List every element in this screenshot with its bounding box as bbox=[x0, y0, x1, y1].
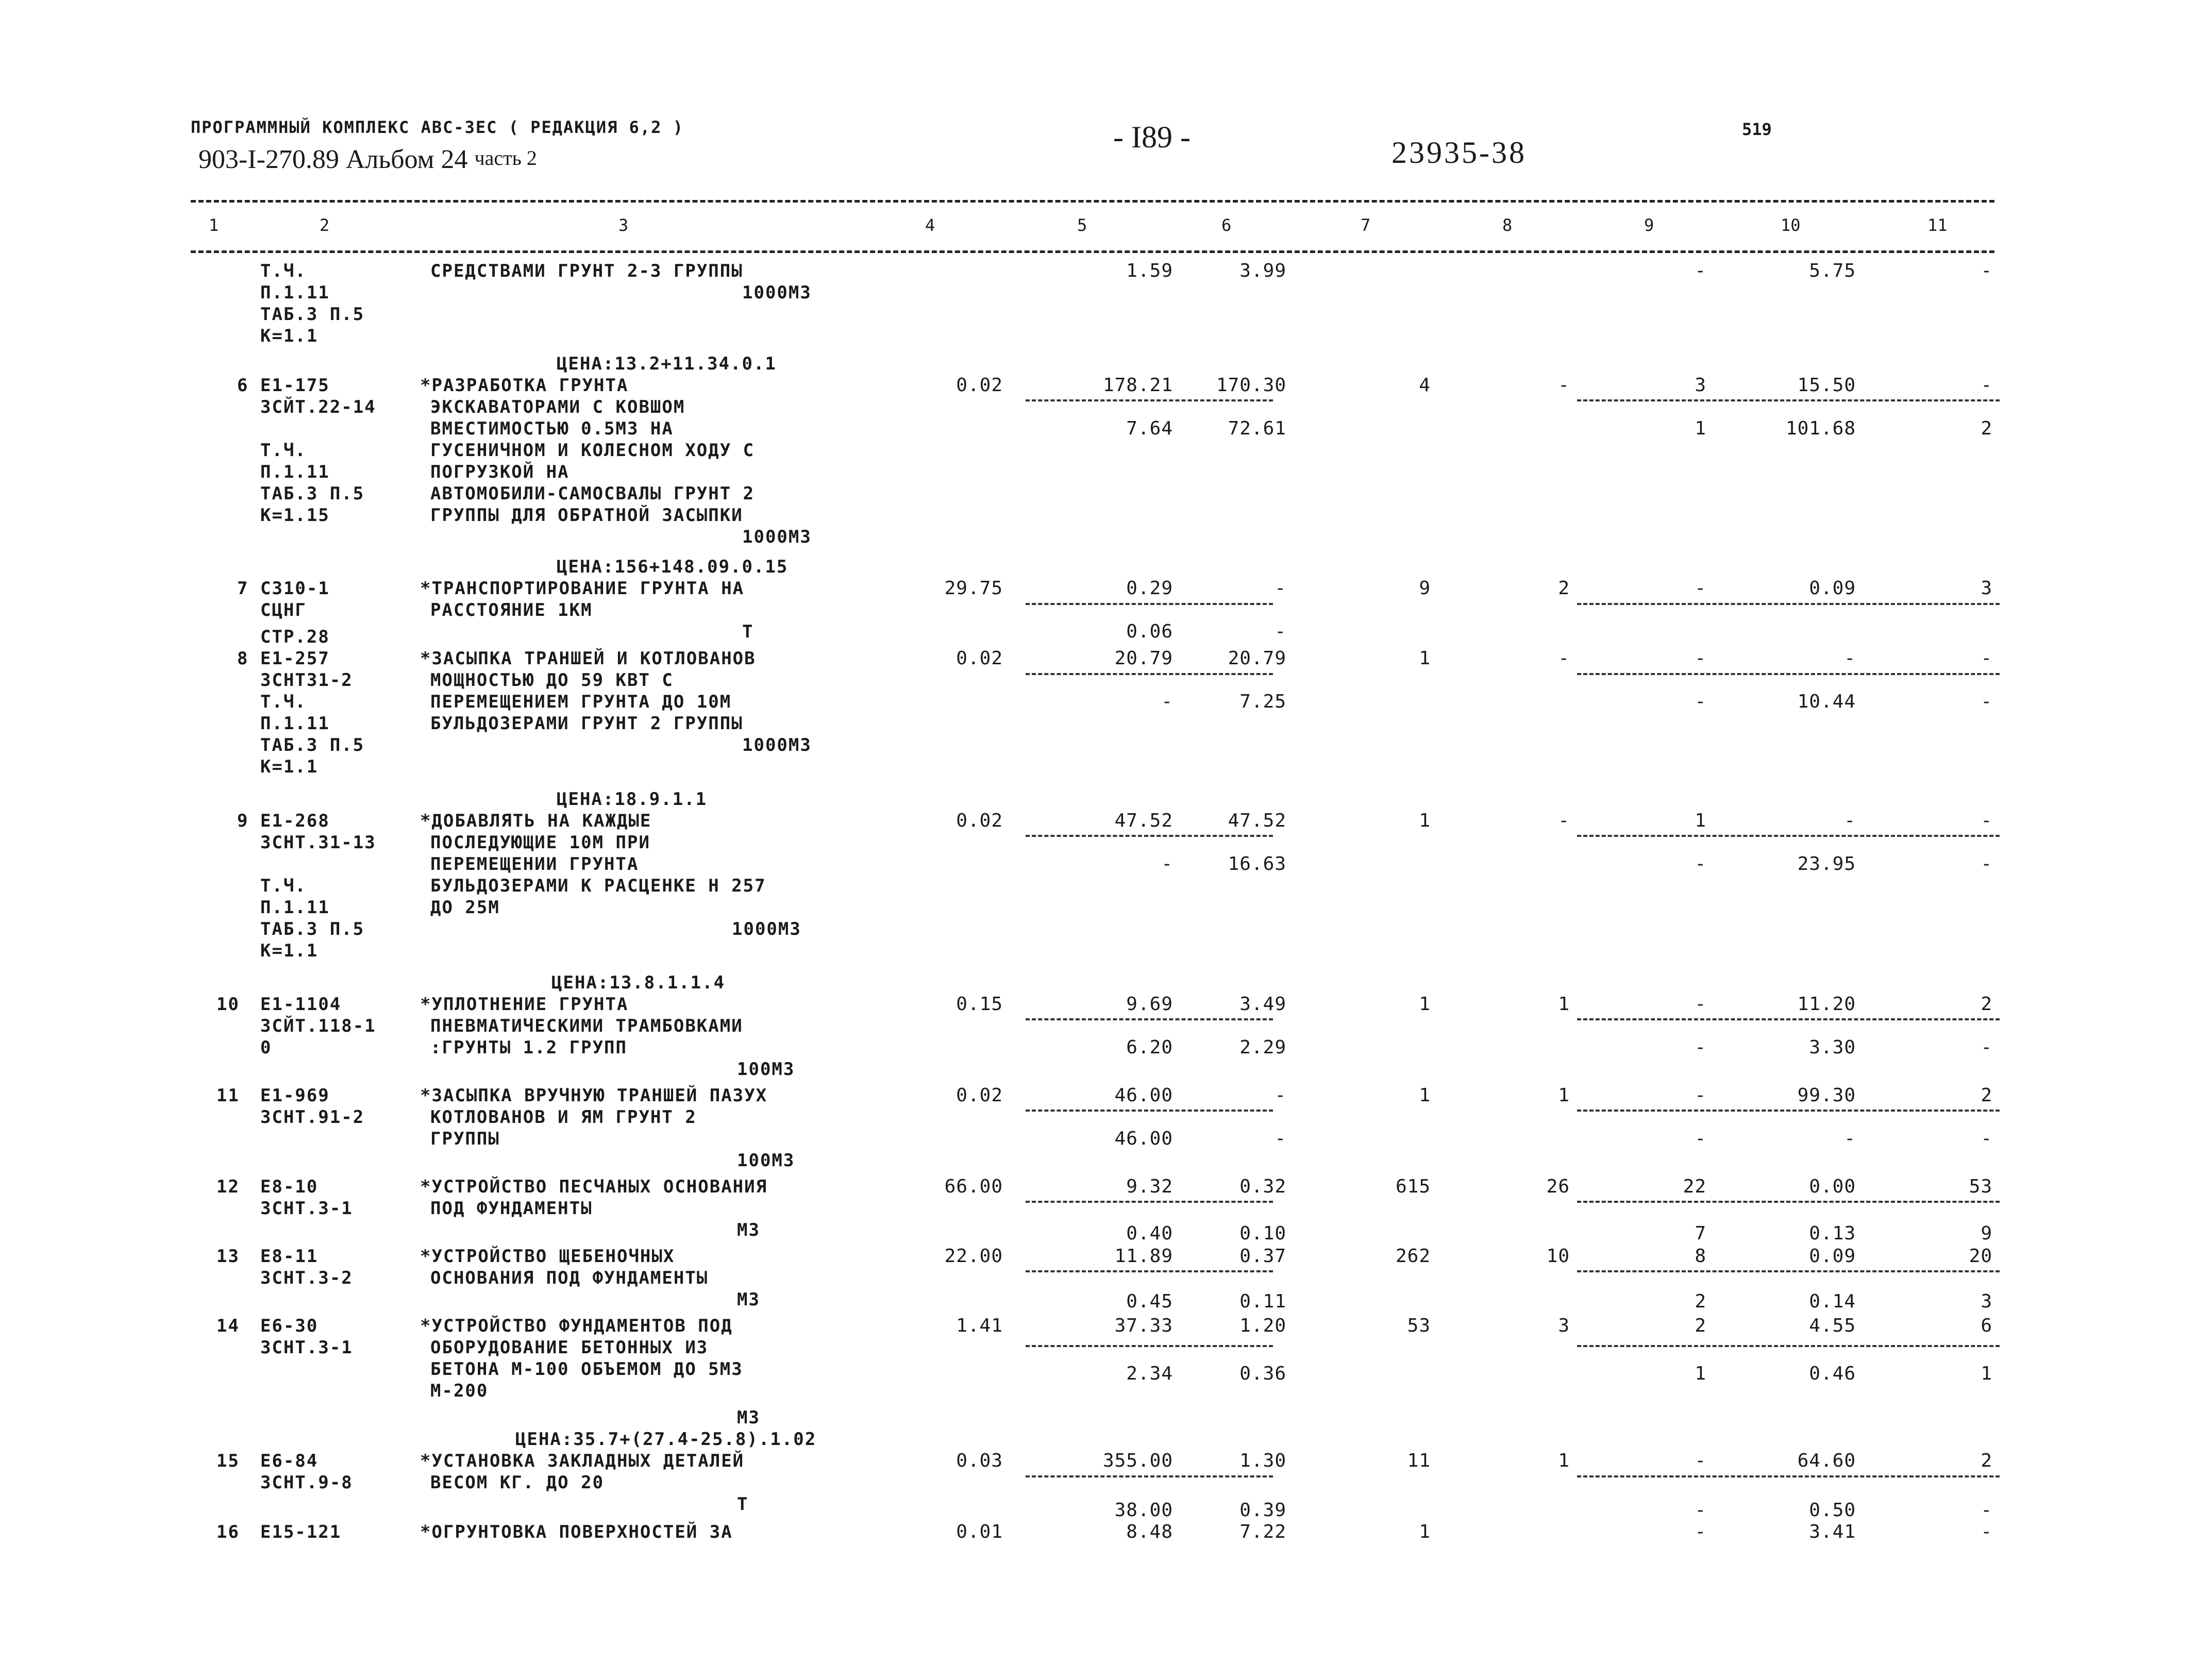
value-col9: - bbox=[1695, 648, 1706, 669]
cost-total: 355.00 bbox=[1102, 1450, 1173, 1471]
description-line: БЕТОНА М-100 ОБЪЕМОМ ДО 5М3 bbox=[430, 1359, 743, 1380]
cost-total: 1.59 bbox=[1126, 260, 1173, 281]
quantity: 29.75 bbox=[944, 578, 1003, 599]
value-col7: 1 bbox=[1419, 1085, 1431, 1106]
description-line: ПЕРЕМЕЩЕНИИ ГРУНТА bbox=[430, 854, 639, 875]
basis-line: Т.Ч. bbox=[260, 876, 307, 896]
value-col11: - bbox=[1981, 810, 1992, 831]
description-line: *ЗАСЫПКА ВРУЧНУЮ ТРАНШЕЙ ПАЗУХ bbox=[420, 1085, 768, 1106]
value-col9: - bbox=[1695, 1128, 1706, 1149]
cost-machines: 1.30 bbox=[1239, 1450, 1286, 1471]
cost-machine-wages: 16.63 bbox=[1228, 853, 1286, 875]
basis-line: ТАБ.3 П.5 bbox=[260, 735, 365, 755]
cost-wages: 0.45 bbox=[1126, 1291, 1173, 1312]
value-col11: 53 bbox=[1969, 1176, 1992, 1197]
quantity: 0.02 bbox=[956, 648, 1003, 669]
norm-code: Е1-257 bbox=[260, 648, 330, 669]
column-header: 2 bbox=[320, 215, 330, 235]
value-col9: 2 bbox=[1695, 1315, 1706, 1336]
value-col9: - bbox=[1695, 853, 1706, 875]
cost-machines: 7.22 bbox=[1239, 1521, 1286, 1542]
value-col10: 0.00 bbox=[1809, 1176, 1856, 1197]
basis-line: К=1.15 bbox=[260, 505, 330, 526]
value-col10: - bbox=[1844, 648, 1856, 669]
unit: М3 bbox=[737, 1220, 760, 1240]
value-col7: 1 bbox=[1419, 994, 1431, 1015]
value-col8: 1 bbox=[1558, 1085, 1570, 1106]
value-col8: 1 bbox=[1558, 1450, 1570, 1471]
basis-line: П.1.11 bbox=[260, 282, 330, 303]
value-col9: - bbox=[1695, 1521, 1706, 1542]
value-col9: - bbox=[1695, 994, 1706, 1015]
description-line: ПОД ФУНДАМЕНТЫ bbox=[430, 1198, 593, 1219]
value-col7: 1 bbox=[1419, 810, 1431, 831]
description-line: ВМЕСТИМОСТЬЮ 0.5М3 НА bbox=[430, 418, 674, 439]
description-line: *ДОБАВЛЯТЬ НА КАЖДЫЕ bbox=[420, 811, 652, 831]
value-col10: 0.09 bbox=[1809, 578, 1856, 599]
divider bbox=[1026, 1270, 1273, 1272]
column-header: 11 bbox=[1927, 215, 1948, 235]
cost-machine-wages: 7.25 bbox=[1239, 691, 1286, 712]
cost-machine-wages: 0.36 bbox=[1239, 1363, 1286, 1384]
value-col9: - bbox=[1695, 1500, 1706, 1521]
value-col10: 0.14 bbox=[1809, 1291, 1856, 1312]
cost-wages: 6.20 bbox=[1126, 1037, 1173, 1058]
description-line: БУЛЬДОЗЕРАМИ ГРУНТ 2 ГРУППЫ bbox=[430, 713, 743, 734]
divider bbox=[1026, 1201, 1273, 1203]
value-col10: 10.44 bbox=[1797, 691, 1856, 712]
value-col9: - bbox=[1695, 1085, 1706, 1106]
program-title: ПРОГРАММНЫЙ КОМПЛЕКС АВС-ЗЕС ( РЕДАКЦИЯ 6,2 ) bbox=[191, 117, 684, 137]
norm-code: Е8-10 bbox=[260, 1177, 318, 1197]
basis-line: СТР.28 bbox=[260, 627, 330, 647]
quantity: 1.41 bbox=[956, 1315, 1003, 1336]
row-number: 11 bbox=[216, 1085, 240, 1106]
basis-line: Т.Ч. bbox=[260, 440, 307, 461]
norm-code: Е1-969 bbox=[260, 1085, 330, 1106]
value-col11: - bbox=[1981, 1128, 1992, 1149]
divider bbox=[1026, 1018, 1273, 1020]
value-col9: 1 bbox=[1695, 810, 1706, 831]
row-number: 13 bbox=[216, 1246, 240, 1267]
price-formula: ЦЕНА:156+148.09.0.15 bbox=[557, 557, 789, 577]
price-formula: ЦЕНА:13.8.1.1.4 bbox=[551, 972, 726, 993]
value-col8: - bbox=[1558, 810, 1570, 831]
cost-total: 8.48 bbox=[1126, 1521, 1173, 1542]
cost-wages: 46.00 bbox=[1114, 1128, 1173, 1149]
basis-line: СЦНГ bbox=[260, 600, 307, 620]
divider bbox=[1577, 1270, 2000, 1272]
cost-machines: - bbox=[1275, 1085, 1286, 1106]
value-col11: - bbox=[1981, 648, 1992, 669]
cost-total: 20.79 bbox=[1114, 648, 1173, 669]
row-number: 8 bbox=[237, 648, 249, 669]
value-col9: 3 bbox=[1695, 375, 1706, 396]
quantity: 0.02 bbox=[956, 375, 1003, 396]
value-col9: 22 bbox=[1683, 1176, 1706, 1197]
description-line: ОБОРУДОВАНИЕ БЕТОННЫХ ИЗ bbox=[430, 1337, 709, 1358]
cost-wages: 0.40 bbox=[1126, 1223, 1173, 1244]
value-col11: 1 bbox=[1981, 1363, 1992, 1384]
cost-wages: - bbox=[1161, 691, 1173, 712]
cost-wages: 7.64 bbox=[1126, 418, 1173, 439]
basis-line: ТАБ.3 П.5 bbox=[260, 304, 365, 325]
value-col11: 2 bbox=[1981, 418, 1992, 439]
page-number: - I89 - bbox=[1113, 120, 1191, 154]
description-line: *УПЛОТНЕНИЕ ГРУНТА bbox=[420, 994, 629, 1015]
divider bbox=[1026, 399, 1273, 401]
basis-line: К=1.1 bbox=[260, 940, 318, 961]
divider bbox=[1577, 1201, 2000, 1203]
divider bbox=[1577, 673, 2000, 675]
norm-code: С310-1 bbox=[260, 578, 330, 599]
description-line: ПОГРУЗКОЙ НА bbox=[430, 462, 569, 482]
description-line: *РАЗРАБОТКА ГРУНТА bbox=[420, 375, 629, 396]
value-col11: 2 bbox=[1981, 1450, 1992, 1471]
value-col10: 23.95 bbox=[1797, 853, 1856, 875]
quantity: 0.15 bbox=[956, 994, 1003, 1015]
description-line: ГРУППЫ bbox=[430, 1129, 500, 1149]
cost-machine-wages: 2.29 bbox=[1239, 1037, 1286, 1058]
column-header: 8 bbox=[1502, 215, 1513, 235]
row-number: 6 bbox=[237, 375, 249, 396]
cost-machine-wages: 0.39 bbox=[1239, 1500, 1286, 1521]
basis-line: К=1.1 bbox=[260, 326, 318, 346]
description-line: *ЗАСЫПКА ТРАНШЕЙ И КОТЛОВАНОВ bbox=[420, 648, 756, 669]
value-col9: 2 bbox=[1695, 1291, 1706, 1312]
value-col10: 0.50 bbox=[1809, 1500, 1856, 1521]
cost-total: 178.21 bbox=[1102, 375, 1173, 396]
value-col8: 2 bbox=[1558, 578, 1570, 599]
column-header: 7 bbox=[1361, 215, 1371, 235]
basis-line: ЗСЙТ.118-1 bbox=[260, 1016, 376, 1036]
cost-machine-wages: - bbox=[1275, 1128, 1286, 1149]
basis-line: ЗСНТ.3-1 bbox=[260, 1198, 353, 1219]
value-col8: 1 bbox=[1558, 994, 1570, 1015]
row-number: 16 bbox=[216, 1522, 240, 1542]
value-col11: 3 bbox=[1981, 1291, 1992, 1312]
value-col9: - bbox=[1695, 1037, 1706, 1058]
description-line: ЭКСКАВАТОРАМИ С КОВШОМ bbox=[430, 397, 685, 417]
quantity: 0.02 bbox=[956, 810, 1003, 831]
value-col9: 8 bbox=[1695, 1246, 1706, 1267]
value-col10: 15.50 bbox=[1797, 375, 1856, 396]
norm-code: Е6-84 bbox=[260, 1451, 318, 1471]
unit: 100М3 bbox=[737, 1059, 795, 1080]
value-col11: 3 bbox=[1981, 578, 1992, 599]
divider bbox=[1577, 1018, 2000, 1020]
value-col7: 9 bbox=[1419, 578, 1431, 599]
cost-machine-wages: - bbox=[1275, 621, 1286, 642]
basis-line: П.1.11 bbox=[260, 462, 330, 482]
value-col10: 99.30 bbox=[1797, 1085, 1856, 1106]
value-col8: 10 bbox=[1546, 1246, 1570, 1267]
description-line: ГУСЕНИЧНОМ И КОЛЕСНОМ ХОДУ С bbox=[430, 440, 755, 461]
album-reference bbox=[198, 144, 537, 175]
cost-machines: - bbox=[1275, 578, 1286, 599]
sheet-code: 519 bbox=[1742, 120, 1772, 139]
row-number: 9 bbox=[237, 811, 249, 831]
basis-line: ЗСЙТ.22-14 bbox=[260, 397, 376, 417]
value-col11: 20 bbox=[1969, 1246, 1992, 1267]
value-col10: 0.46 bbox=[1809, 1363, 1856, 1384]
basis-line: П.1.11 bbox=[260, 713, 330, 734]
value-col10: 3.41 bbox=[1809, 1521, 1856, 1542]
norm-code: Е1-175 bbox=[260, 375, 330, 396]
price-formula: ЦЕНА:18.9.1.1 bbox=[557, 789, 708, 810]
value-col11: - bbox=[1981, 260, 1992, 281]
description-line: ПНЕВМАТИЧЕСКИМИ ТРАМБОВКАМИ bbox=[430, 1016, 743, 1036]
value-col7: 11 bbox=[1407, 1450, 1431, 1471]
cost-machines: 0.37 bbox=[1239, 1246, 1286, 1267]
cost-total: 9.69 bbox=[1126, 994, 1173, 1015]
value-col7: 53 bbox=[1407, 1315, 1431, 1336]
cost-machines: 0.32 bbox=[1239, 1176, 1286, 1197]
column-header: 4 bbox=[925, 215, 935, 235]
description-line: МОЩНОСТЬЮ ДО 59 КВТ С bbox=[430, 670, 674, 691]
cost-total: 0.29 bbox=[1126, 578, 1173, 599]
value-col7: 1 bbox=[1419, 648, 1431, 669]
basis-line: ЗСНТ.31-13 bbox=[260, 832, 376, 853]
divider bbox=[1026, 603, 1273, 605]
column-header: 3 bbox=[618, 215, 629, 235]
row-number: 12 bbox=[216, 1177, 240, 1197]
column-header: 10 bbox=[1781, 215, 1801, 235]
description-line: ДО 25М bbox=[430, 897, 500, 918]
album-part: часть 2 bbox=[474, 146, 537, 170]
value-col10: 0.09 bbox=[1809, 1246, 1856, 1267]
value-col9: - bbox=[1695, 260, 1706, 281]
cost-total: 46.00 bbox=[1114, 1085, 1173, 1106]
basis-line: 0 bbox=[260, 1037, 272, 1058]
unit: 1000М3 bbox=[732, 919, 801, 939]
quantity: 0.01 bbox=[956, 1521, 1003, 1542]
value-col11: - bbox=[1981, 375, 1992, 396]
value-col11: - bbox=[1981, 1521, 1992, 1542]
row-number: 7 bbox=[237, 578, 249, 599]
description-line: СРЕДСТВАМИ ГРУНТ 2-3 ГРУППЫ bbox=[430, 261, 743, 281]
description-line: ПЕРЕМЕЩЕНИЕМ ГРУНТА ДО 10М bbox=[430, 692, 732, 712]
cost-wages: 38.00 bbox=[1114, 1500, 1173, 1521]
basis-line: ЗСНТ.91-2 bbox=[260, 1107, 365, 1128]
unit: 1000М3 bbox=[742, 527, 812, 547]
divider bbox=[1026, 835, 1273, 837]
value-col10: 11.20 bbox=[1797, 994, 1856, 1015]
description-line: *УСТРОЙСТВО ЩЕБЕНОЧНЫХ bbox=[420, 1246, 675, 1267]
norm-code: Е15-121 bbox=[260, 1522, 342, 1542]
cost-machines: 20.79 bbox=[1228, 648, 1286, 669]
unit: М3 bbox=[737, 1289, 760, 1310]
unit: 1000М3 bbox=[742, 282, 812, 303]
norm-code: Е1-1104 bbox=[260, 994, 342, 1015]
basis-line: ТАБ.3 П.5 bbox=[260, 483, 365, 504]
row-number: 14 bbox=[216, 1316, 240, 1336]
description-line: ПОСЛЕДУЮЩИЕ 10М ПРИ bbox=[430, 832, 650, 853]
cost-machine-wages: 72.61 bbox=[1228, 418, 1286, 439]
divider bbox=[1577, 1475, 2000, 1477]
description-line: ГРУППЫ ДЛЯ ОБРАТНОЙ ЗАСЫПКИ bbox=[430, 505, 743, 526]
column-header: 9 bbox=[1644, 215, 1654, 235]
norm-code: Е6-30 bbox=[260, 1316, 318, 1336]
norm-code: Е1-268 bbox=[260, 811, 330, 831]
unit: 100М3 bbox=[737, 1150, 795, 1171]
cost-wages: 0.06 bbox=[1126, 621, 1173, 642]
divider bbox=[1577, 1345, 2000, 1347]
value-col8: 3 bbox=[1558, 1315, 1570, 1336]
unit: М3 bbox=[737, 1407, 760, 1428]
table-header-rule bbox=[191, 250, 1994, 253]
value-col10: 3.30 bbox=[1809, 1037, 1856, 1058]
value-col9: - bbox=[1695, 578, 1706, 599]
value-col10: 5.75 bbox=[1809, 260, 1856, 281]
value-col7: 262 bbox=[1395, 1246, 1431, 1267]
value-col11: - bbox=[1981, 1037, 1992, 1058]
divider bbox=[1026, 1110, 1273, 1112]
value-col11: 6 bbox=[1981, 1315, 1992, 1336]
description-line: М-200 bbox=[430, 1381, 489, 1401]
value-col11: 2 bbox=[1981, 1085, 1992, 1106]
description-line: ВЕСОМ КГ. ДО 20 bbox=[430, 1472, 605, 1493]
value-col8: 26 bbox=[1546, 1176, 1570, 1197]
column-header: 1 bbox=[209, 215, 219, 235]
value-col9: 7 bbox=[1695, 1223, 1706, 1244]
value-col11: - bbox=[1981, 1500, 1992, 1521]
description-line: РАССТОЯНИЕ 1КМ bbox=[430, 600, 593, 620]
value-col10: - bbox=[1844, 810, 1856, 831]
basis-line: ЗСНТ.9-8 bbox=[260, 1472, 353, 1493]
value-col9: 1 bbox=[1695, 1363, 1706, 1384]
cost-wages: 2.34 bbox=[1126, 1363, 1173, 1384]
cost-machines: 3.99 bbox=[1239, 260, 1286, 281]
value-col8: - bbox=[1558, 375, 1570, 396]
price-formula: ЦЕНА:35.7+(27.4-25.8).1.02 bbox=[515, 1429, 817, 1450]
basis-line: ТАБ.3 П.5 bbox=[260, 919, 365, 939]
cost-machines: 47.52 bbox=[1228, 810, 1286, 831]
basis-line: К=1.1 bbox=[260, 757, 318, 777]
price-formula: ЦЕНА:13.2+11.34.0.1 bbox=[557, 354, 777, 374]
column-header: 6 bbox=[1221, 215, 1232, 235]
value-col9: 1 bbox=[1695, 418, 1706, 439]
basis-line: Т.Ч. bbox=[260, 261, 307, 281]
value-col10: 4.55 bbox=[1809, 1315, 1856, 1336]
quantity: 0.02 bbox=[956, 1085, 1003, 1106]
cost-machines: 1.20 bbox=[1239, 1315, 1286, 1336]
divider bbox=[1577, 399, 2000, 401]
cost-machine-wages: 0.10 bbox=[1239, 1223, 1286, 1244]
row-number: 15 bbox=[216, 1451, 240, 1471]
cost-total: 9.32 bbox=[1126, 1176, 1173, 1197]
cost-machine-wages: 0.11 bbox=[1239, 1291, 1286, 1312]
description-line: *ТРАНСПОРТИРОВАНИЕ ГРУНТА НА bbox=[420, 578, 745, 599]
description-line: АВТОМОБИЛИ-САМОСВАЛЫ ГРУНТ 2 bbox=[430, 483, 755, 504]
description-line: КОТЛОВАНОВ И ЯМ ГРУНТ 2 bbox=[430, 1107, 697, 1128]
cost-wages: - bbox=[1161, 853, 1173, 875]
quantity: 22.00 bbox=[944, 1246, 1003, 1267]
value-col10: 0.13 bbox=[1809, 1223, 1856, 1244]
unit: 1000М3 bbox=[742, 735, 812, 755]
album-word: Альбом 24 bbox=[345, 145, 468, 174]
cost-machines: 170.30 bbox=[1216, 375, 1286, 396]
description-line: ОСНОВАНИЯ ПОД ФУНДАМЕНТЫ bbox=[430, 1268, 709, 1288]
value-col7: 1 bbox=[1419, 1521, 1431, 1542]
value-col7: 4 bbox=[1419, 375, 1431, 396]
album-code: 903-I-270.89 bbox=[198, 145, 339, 174]
basis-line: ЗСНТ31-2 bbox=[260, 670, 353, 691]
value-col9: - bbox=[1695, 1450, 1706, 1471]
unit: Т bbox=[742, 621, 754, 642]
document-number: 23935-38 bbox=[1392, 136, 1527, 170]
value-col10: 64.60 bbox=[1797, 1450, 1856, 1471]
value-col11: - bbox=[1981, 691, 1992, 712]
basis-line: ЗСНТ.3-2 bbox=[260, 1268, 353, 1288]
value-col8: - bbox=[1558, 648, 1570, 669]
divider bbox=[1577, 1110, 2000, 1112]
basis-line: ЗСНТ.3-1 bbox=[260, 1337, 353, 1358]
divider bbox=[1026, 673, 1273, 675]
norm-code: Е8-11 bbox=[260, 1246, 318, 1267]
cost-total: 47.52 bbox=[1114, 810, 1173, 831]
value-col10: 101.68 bbox=[1785, 418, 1856, 439]
unit: Т bbox=[737, 1494, 749, 1515]
cost-total: 37.33 bbox=[1114, 1315, 1173, 1336]
divider bbox=[1026, 1475, 1273, 1477]
basis-line: Т.Ч. bbox=[260, 692, 307, 712]
divider bbox=[1026, 1345, 1273, 1347]
cost-machines: 3.49 bbox=[1239, 994, 1286, 1015]
description-line: *УСТРОЙСТВО ФУНДАМЕНТОВ ПОД bbox=[420, 1316, 733, 1336]
value-col11: - bbox=[1981, 853, 1992, 875]
value-col10: - bbox=[1844, 1128, 1856, 1149]
divider bbox=[1577, 835, 2000, 837]
description-line: БУЛЬДОЗЕРАМИ К РАСЦЕНКЕ Н 257 bbox=[430, 876, 766, 896]
value-col11: 9 bbox=[1981, 1223, 1992, 1244]
description-line: :ГРУНТЫ 1.2 ГРУПП bbox=[430, 1037, 627, 1058]
quantity: 0.03 bbox=[956, 1450, 1003, 1471]
table-top-rule bbox=[191, 200, 1994, 203]
value-col7: 615 bbox=[1395, 1176, 1431, 1197]
basis-line: П.1.11 bbox=[260, 897, 330, 918]
column-header: 5 bbox=[1077, 215, 1087, 235]
divider bbox=[1577, 603, 2000, 605]
value-col9: - bbox=[1695, 691, 1706, 712]
description-line: *ОГРУНТОВКА ПОВЕРХНОСТЕЙ ЗА bbox=[420, 1522, 733, 1542]
value-col11: 2 bbox=[1981, 994, 1992, 1015]
description-line: *УСТРОЙСТВО ПЕСЧАНЫХ ОСНОВАНИЯ bbox=[420, 1177, 768, 1197]
description-line: *УСТАНОВКА ЗАКЛАДНЫХ ДЕТАЛЕЙ bbox=[420, 1451, 745, 1471]
quantity: 66.00 bbox=[944, 1176, 1003, 1197]
cost-total: 11.89 bbox=[1114, 1246, 1173, 1267]
row-number: 10 bbox=[216, 994, 240, 1015]
